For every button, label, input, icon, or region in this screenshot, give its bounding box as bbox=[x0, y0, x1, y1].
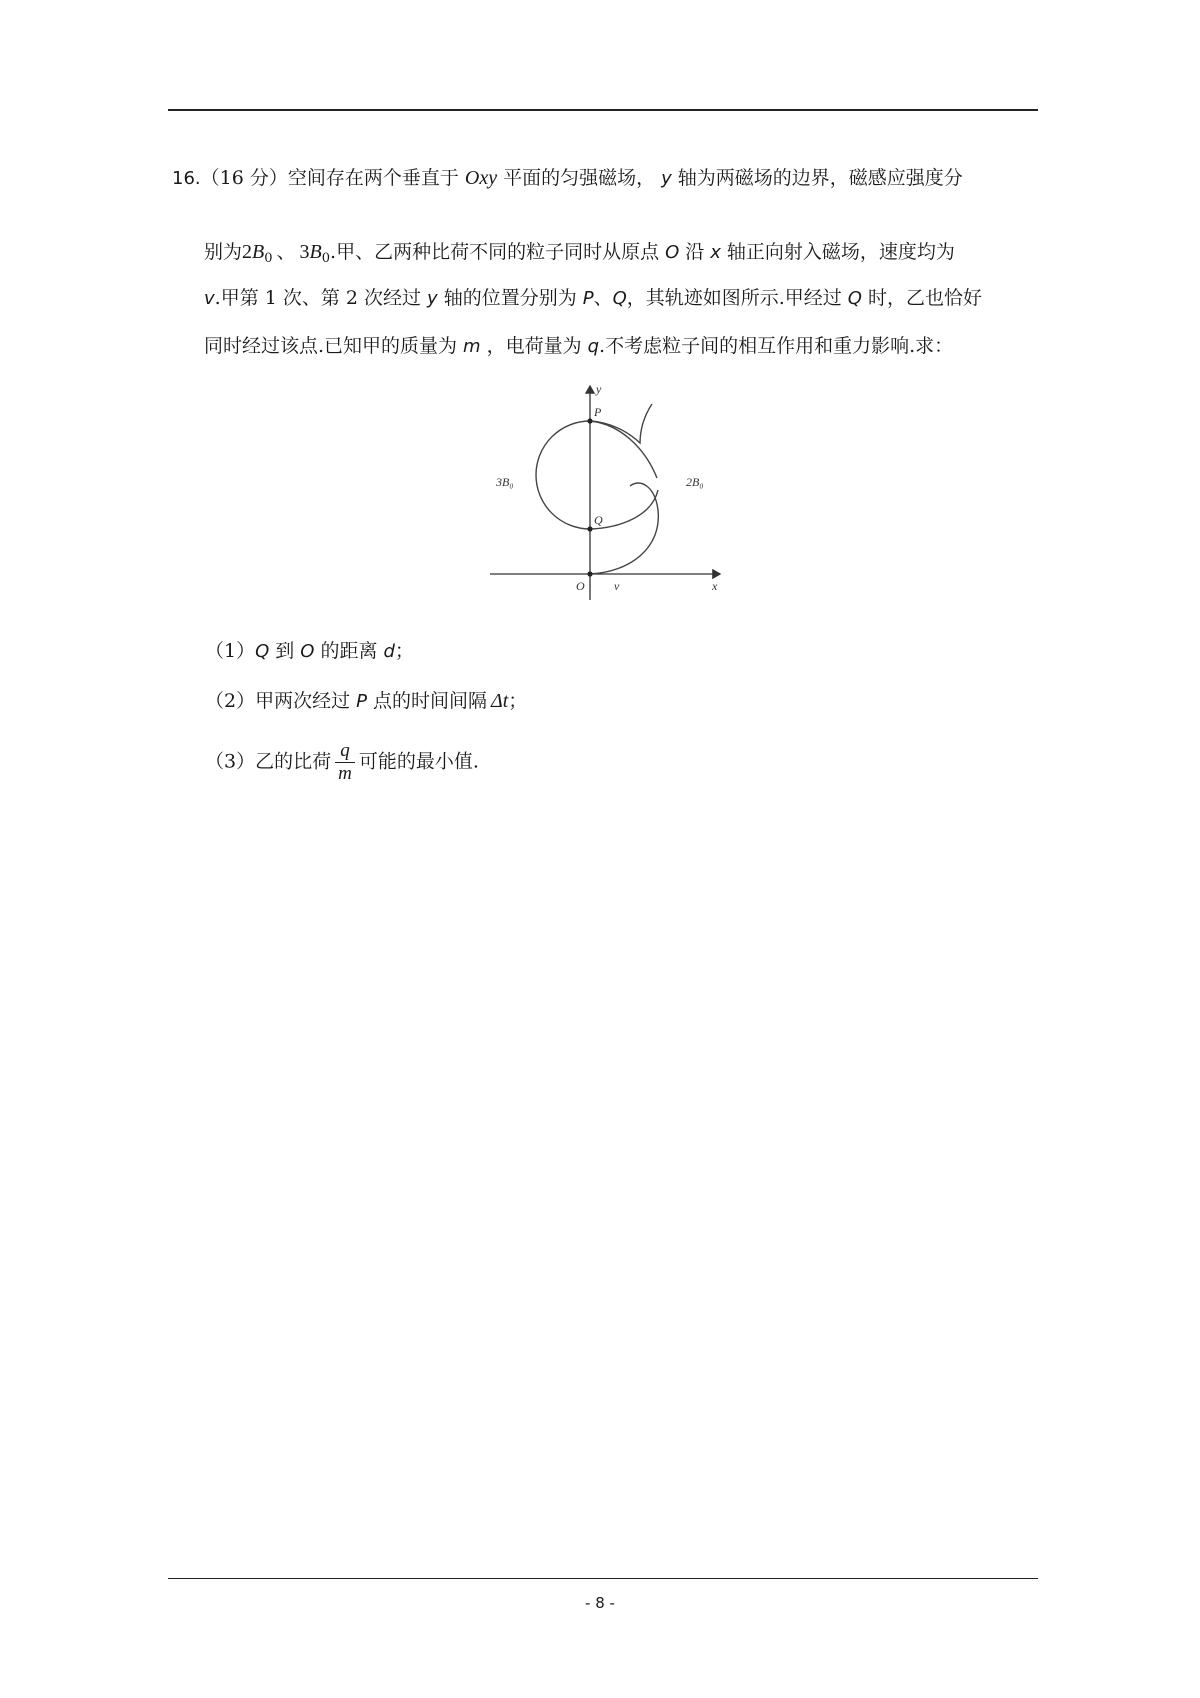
plane-symbol: Oxy bbox=[464, 167, 498, 189]
v-label: v bbox=[614, 579, 620, 593]
text-segment: 、 bbox=[276, 241, 296, 263]
point-p-symbol: P bbox=[582, 288, 594, 309]
point-q-symbol: Q bbox=[255, 641, 270, 662]
delta-t-symbol: Δt bbox=[490, 690, 509, 712]
distance-symbol: d bbox=[383, 641, 395, 662]
text-segment: 轴的位置分别为 bbox=[443, 287, 577, 309]
page-number: - 8 - bbox=[585, 1594, 615, 1612]
trajectory-figure bbox=[480, 378, 730, 608]
o-label: O bbox=[576, 579, 585, 593]
text-segment: 空间存在两个垂直于 bbox=[287, 167, 459, 189]
right-field-label: 2B₀ bbox=[686, 475, 704, 489]
question-prefix: （3） bbox=[205, 750, 256, 773]
text-segment: 、 bbox=[593, 287, 613, 309]
problem-line-1 bbox=[172, 166, 963, 191]
field1-coef: 2 bbox=[242, 241, 253, 263]
point-q bbox=[587, 526, 592, 531]
charge-to-mass-fraction bbox=[335, 740, 355, 785]
p-label: P bbox=[594, 405, 602, 419]
trajectory-diagram bbox=[480, 378, 730, 608]
x-axis-label: x bbox=[712, 579, 718, 593]
point-p bbox=[587, 418, 592, 423]
x-axis-symbol: x bbox=[710, 242, 721, 263]
left-field-label: 3B₀ bbox=[496, 475, 514, 489]
right-arc-to-crossing bbox=[590, 421, 657, 478]
problem-points: （16 分） bbox=[200, 167, 288, 189]
origin-symbol: O bbox=[665, 242, 680, 263]
problem-line-3 bbox=[204, 286, 982, 311]
y-axis-symbol: y bbox=[661, 168, 672, 189]
problem-line-4 bbox=[204, 334, 953, 359]
problem-line-2 bbox=[204, 240, 955, 271]
text-segment: 甲两次经过 bbox=[255, 690, 351, 712]
q-label: Q bbox=[594, 513, 603, 527]
footer-rule bbox=[168, 1578, 1038, 1579]
question-1 bbox=[205, 636, 414, 663]
field2-symbol: B bbox=[309, 241, 322, 263]
text-segment: 到 bbox=[275, 640, 295, 662]
header-rule bbox=[168, 109, 1038, 111]
y-axis-symbol: y bbox=[427, 288, 438, 309]
fraction-numerator: q bbox=[335, 740, 355, 763]
mass-symbol: m bbox=[463, 336, 481, 357]
text-segment: 沿 bbox=[685, 241, 705, 263]
problem-number: 16. bbox=[172, 168, 201, 189]
text-segment: ； bbox=[508, 690, 528, 712]
field1-symbol: B bbox=[252, 241, 265, 263]
text-segment: .甲第 1 次、第 2 次经过 bbox=[214, 287, 422, 309]
text-segment: 同时经过该点.已知甲的质量为 bbox=[204, 335, 458, 357]
text-segment: 平面的匀强磁场， bbox=[503, 167, 656, 189]
velocity-symbol: v bbox=[204, 288, 215, 309]
origin-symbol: O bbox=[300, 641, 315, 662]
text-segment: 的距离 bbox=[320, 640, 378, 662]
question-3 bbox=[205, 740, 479, 785]
charge-symbol: q bbox=[587, 336, 600, 357]
point-o bbox=[587, 571, 592, 576]
text-segment: .不考虑粒子间的相互作用和重力影响.求： bbox=[599, 335, 954, 357]
point-p-symbol: P bbox=[356, 691, 367, 712]
text-segment: 轴正向射入磁场，速度均为 bbox=[726, 241, 955, 263]
text-segment: 别为 bbox=[204, 241, 243, 263]
text-segment: ，其轨迹如图所示.甲经过 bbox=[626, 287, 842, 309]
text-segment: ； bbox=[394, 640, 414, 662]
point-q-symbol: Q bbox=[847, 288, 862, 309]
text-segment: 时，乙也恰好 bbox=[867, 287, 982, 309]
question-prefix: （1） bbox=[205, 640, 256, 662]
text-segment: 可能的最小值. bbox=[358, 750, 479, 773]
y-axis-label: y bbox=[596, 382, 602, 396]
text-segment: 轴为两磁场的边界，磁感应强度分 bbox=[677, 167, 963, 189]
field2-subscript: 0 bbox=[321, 251, 331, 266]
left-arc-trajectory bbox=[536, 421, 590, 529]
text-segment: ，电荷量为 bbox=[486, 335, 582, 357]
field2-coef: 3 bbox=[299, 241, 310, 263]
field1-subscript: 0 bbox=[264, 251, 273, 266]
fraction-denominator: m bbox=[338, 763, 352, 784]
question-2 bbox=[205, 686, 527, 713]
text-segment: 乙的比荷 bbox=[255, 750, 332, 773]
text-segment: 点的时间间隔 bbox=[372, 690, 487, 712]
point-q-symbol: Q bbox=[612, 288, 627, 309]
question-prefix: （2） bbox=[205, 690, 256, 712]
text-segment: .甲、乙两种比荷不同的粒子同时从原点 bbox=[330, 241, 660, 263]
